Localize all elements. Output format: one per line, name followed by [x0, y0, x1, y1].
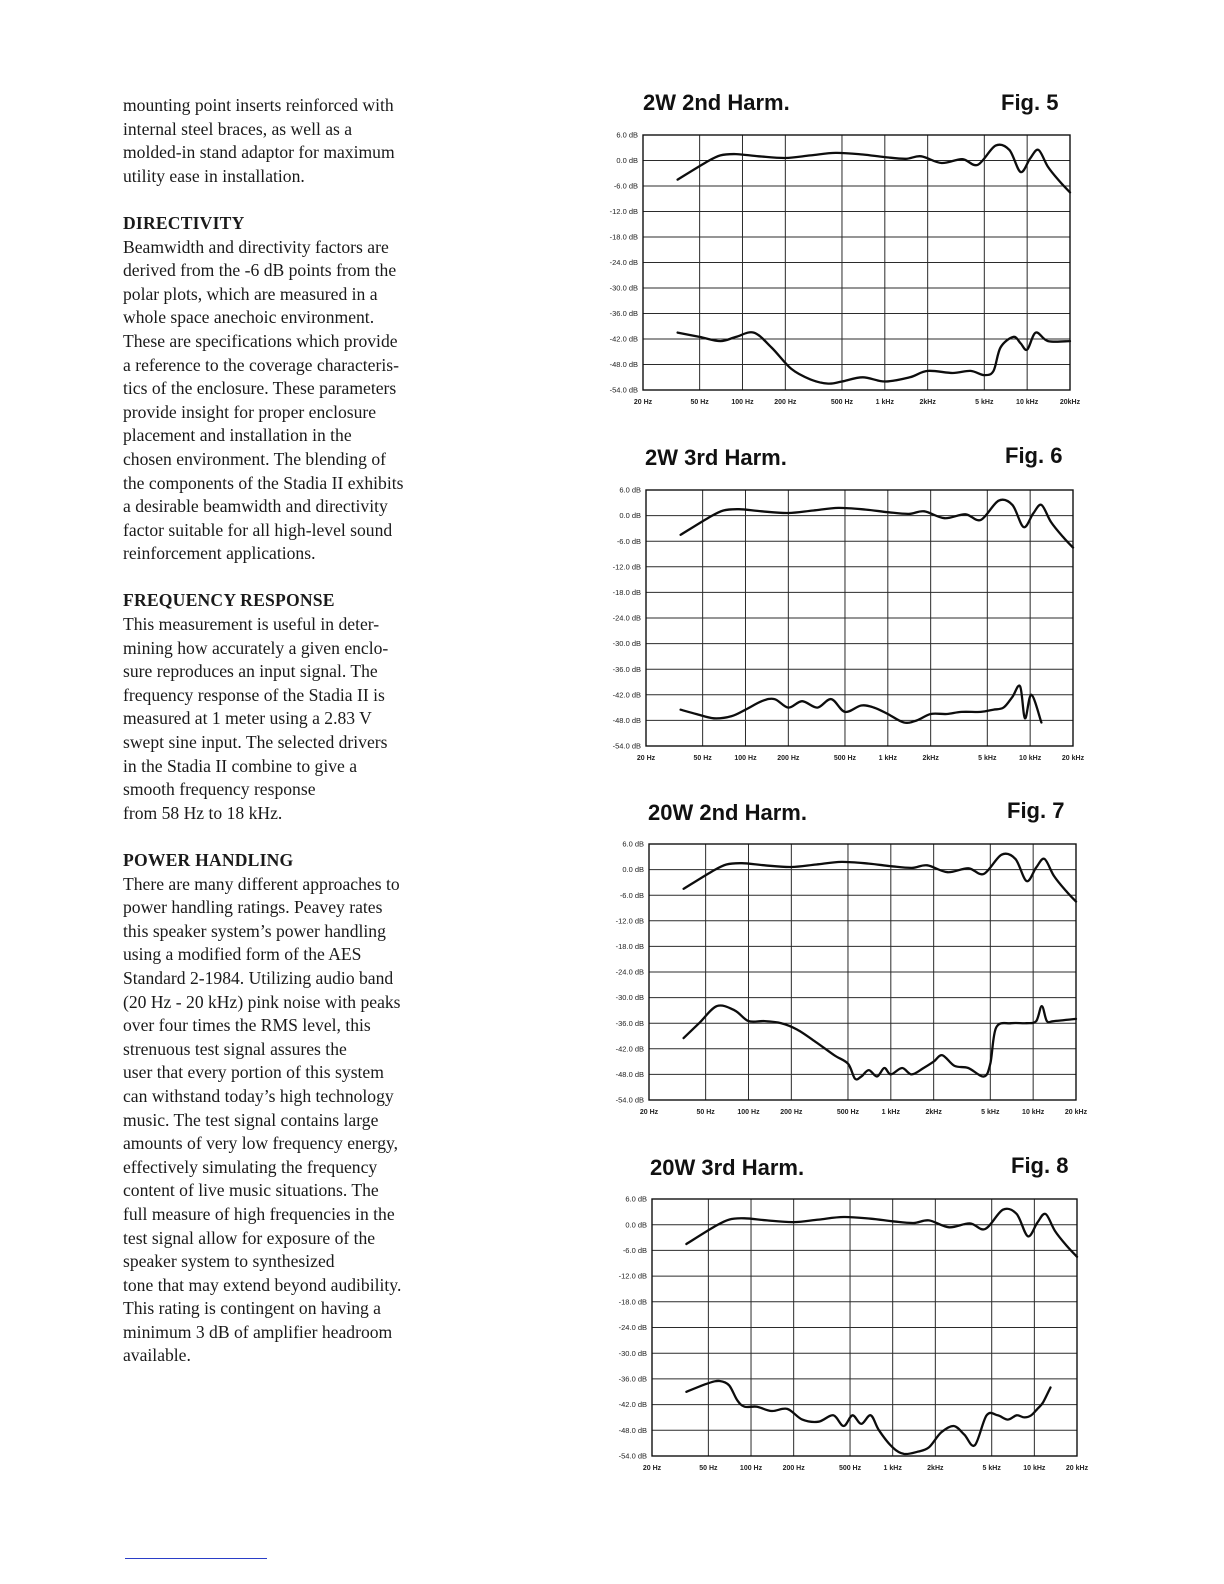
x-tick-label: 50 Hz	[696, 1109, 715, 1116]
y-tick-label: -36.0 dB	[615, 1018, 644, 1028]
y-tick-label: -36.0 dB	[612, 664, 641, 674]
figure-label: Fig. 6	[1005, 443, 1063, 468]
y-tick-label: 6.0 dB	[622, 839, 644, 849]
x-tick-label: 5 kHz	[982, 1465, 1001, 1472]
paragraph-line: can withstand today’s high technology	[123, 1085, 394, 1106]
y-tick-label: -6.0 dB	[622, 1246, 647, 1255]
harmonic-chart-fig7	[560, 830, 1105, 1130]
y-tick-label: -42.0 dB	[618, 1400, 647, 1410]
paragraph-line: chosen environment. The blending of	[123, 448, 387, 469]
y-tick-label: -12.0 dB	[609, 207, 638, 217]
section-heading: DIRECTIVITY	[123, 212, 245, 233]
harmonic-curve	[684, 1006, 1076, 1080]
y-tick-label: -24.0 dB	[612, 613, 641, 623]
paragraph-line: using a modified form of the AES	[123, 944, 362, 965]
x-tick-label: 20 kHz	[1065, 1465, 1089, 1472]
y-tick-label: -36.0 dB	[609, 309, 638, 319]
paragraph-line: mining how accurately a given enclo-	[123, 637, 389, 658]
y-tick-label: -48.0 dB	[618, 1425, 647, 1435]
x-tick-label: 100 Hz	[739, 1465, 763, 1472]
paragraph-line: provide insight for proper enclosure	[123, 401, 377, 422]
x-tick-label: 1 kHz	[881, 1109, 900, 1116]
paragraph-line: This rating is contingent on having a	[123, 1298, 381, 1319]
paragraph-line: factor suitable for all high-level sound	[123, 519, 393, 540]
y-tick-label: 0.0 dB	[625, 1220, 647, 1230]
x-tick-label: 20 Hz	[636, 755, 656, 762]
paragraph-line: the components of the Stadia II exhibits	[123, 472, 404, 493]
harmonic-chart-fig6	[560, 475, 1105, 775]
footer-rule	[125, 1558, 267, 1559]
x-tick-label: 500 Hz	[833, 755, 857, 762]
x-tick-label: 100 Hz	[731, 399, 754, 406]
x-tick-label: 1 kHz	[878, 755, 897, 762]
x-tick-label: 5 kHz	[978, 755, 997, 762]
figure-label: Fig. 7	[1007, 798, 1065, 823]
x-tick-label: 2kHz	[919, 399, 936, 406]
intro-line: utility ease in installation.	[123, 165, 305, 186]
paragraph-line: swept sine input. The selected drivers	[123, 732, 388, 753]
y-tick-label: -42.0 dB	[612, 690, 641, 700]
x-tick-label: 20kHz	[1059, 399, 1081, 406]
x-tick-label: 50 Hz	[690, 399, 709, 406]
paragraph-line: test signal allow for exposure of the	[123, 1227, 376, 1248]
y-tick-label: 6.0 dB	[619, 485, 641, 495]
section-power-handling	[123, 849, 443, 1368]
y-tick-label: -18.0 dB	[609, 232, 638, 242]
y-tick-label: 6.0 dB	[616, 130, 638, 140]
x-tick-label: 20 Hz	[639, 1109, 659, 1116]
paragraph-line: amounts of very low frequency energy,	[123, 1133, 399, 1154]
harmonic-chart-fig5	[560, 120, 1100, 420]
paragraph-line: over four times the RMS level, this	[123, 1015, 371, 1036]
x-tick-label: 200 Hz	[782, 1465, 805, 1472]
x-tick-label: 2kHz	[927, 1465, 944, 1472]
x-tick-label: 20 Hz	[642, 1465, 662, 1472]
section-heading: FREQUENCY RESPONSE	[123, 590, 335, 611]
paragraph-line: from 58 Hz to 18 kHz.	[123, 802, 283, 823]
paragraph-line: minimum 3 dB of amplifier headroom	[123, 1321, 393, 1342]
paragraph-line: this speaker system’s power handling	[123, 920, 386, 941]
figure-label: Fig. 8	[1011, 1153, 1069, 1178]
x-tick-label: 10 kHz	[1022, 1109, 1045, 1116]
fundamental-curve	[681, 500, 1073, 548]
x-tick-label: 2kHz	[922, 755, 939, 762]
x-tick-label: 2kHz	[925, 1109, 942, 1116]
y-tick-label: 0.0 dB	[616, 156, 638, 166]
paragraph-line: available.	[123, 1345, 191, 1366]
y-tick-label: -30.0 dB	[618, 1348, 647, 1358]
x-tick-label: 200 Hz	[780, 1109, 803, 1116]
paragraph-line: This measurement is useful in deter-	[123, 614, 380, 635]
y-tick-label: -54.0 dB	[618, 1451, 647, 1461]
harmonic-curve	[678, 332, 1070, 383]
x-tick-label: 500 Hz	[838, 1465, 862, 1472]
harmonic-curve	[686, 1381, 1050, 1454]
x-tick-label: 10 kHz	[1023, 1465, 1046, 1472]
chart-title: 20W 2nd Harm.	[648, 800, 807, 825]
paragraph-line: There are many different approaches to	[123, 873, 400, 894]
y-tick-label: -36.0 dB	[618, 1374, 647, 1384]
x-tick-label: 20 kHz	[1061, 755, 1085, 762]
y-tick-label: -48.0 dB	[609, 360, 638, 370]
chart-title: 2W 2nd Harm.	[643, 90, 790, 115]
y-tick-label: -24.0 dB	[618, 1323, 647, 1333]
paragraph-line: whole space anechoic environment.	[123, 307, 375, 328]
y-tick-label: -6.0 dB	[619, 890, 644, 900]
y-tick-label: -30.0 dB	[615, 993, 644, 1003]
paragraph-line: strenuous test signal assures the	[123, 1038, 347, 1059]
y-tick-label: -54.0 dB	[615, 1095, 644, 1105]
y-tick-label: -18.0 dB	[612, 588, 641, 597]
y-tick-label: -6.0 dB	[613, 181, 638, 191]
x-tick-label: 5 kHz	[981, 1109, 1000, 1116]
paragraph-line: polar plots, which are measured in a	[123, 283, 378, 304]
paragraph-line: a desirable beamwidth and directivity	[123, 496, 388, 517]
x-tick-label: 500 Hz	[836, 1109, 860, 1116]
paragraph-line: sure reproduces an input signal. The	[123, 661, 378, 682]
fundamental-curve	[678, 145, 1070, 193]
paragraph-line: (20 Hz - 20 kHz) pink noise with peaks	[123, 991, 401, 1012]
paragraph-line: user that every portion of this system	[123, 1062, 384, 1083]
x-tick-label: 100 Hz	[737, 1109, 760, 1116]
intro-paragraph	[123, 94, 443, 188]
paragraph-line: effectively simulating the frequency	[123, 1156, 378, 1177]
y-tick-label: -18.0 dB	[618, 1297, 647, 1307]
x-tick-label: 20 kHz	[1064, 1109, 1088, 1116]
y-tick-label: -54.0 dB	[612, 741, 641, 751]
paragraph-line: content of live music situations. The	[123, 1180, 379, 1201]
section-frequency-response	[123, 589, 443, 825]
intro-line: internal steel braces, as well as a	[123, 118, 353, 139]
paragraph-line: tone that may extend beyond audibility.	[123, 1274, 402, 1295]
y-tick-label: 6.0 dB	[625, 1194, 647, 1204]
paragraph-line: measured at 1 meter using a 2.83 V	[123, 708, 372, 729]
fundamental-curve	[686, 1209, 1077, 1257]
paragraph-line: tics of the enclosure. These parameters	[123, 378, 397, 399]
paragraph-line: speaker system to synthesized	[123, 1251, 335, 1272]
figure-label: Fig. 5	[1001, 90, 1059, 115]
paragraph-line: frequency response of the Stadia II is	[123, 684, 385, 705]
intro-line: molded-in stand adaptor for maximum	[123, 142, 395, 163]
y-tick-label: -18.0 dB	[615, 942, 644, 951]
paragraph-line: These are specifications which provide	[123, 330, 398, 351]
paragraph-line: a reference to the coverage characteris-	[123, 354, 399, 375]
x-tick-label: 1 kHz	[875, 399, 894, 406]
y-tick-label: -30.0 dB	[612, 639, 641, 649]
paragraph-line: Standard 2-1984. Utilizing audio band	[123, 967, 394, 988]
x-tick-label: 20 Hz	[633, 399, 653, 406]
y-tick-label: -42.0 dB	[609, 334, 638, 344]
chart-title: 20W 3rd Harm.	[650, 1155, 805, 1180]
body-text-column	[123, 94, 443, 1368]
x-tick-label: 10 kHz	[1016, 399, 1039, 406]
y-tick-label: -12.0 dB	[612, 562, 641, 572]
intro-line: mounting point inserts reinforced with	[123, 95, 394, 115]
x-tick-label: 1 kHz	[883, 1465, 902, 1472]
y-tick-label: -48.0 dB	[615, 1070, 644, 1079]
x-tick-label: 5 kHz	[975, 399, 994, 406]
paragraph-line: Beamwidth and directivity factors are	[123, 236, 389, 257]
y-tick-label: -24.0 dB	[615, 967, 644, 977]
chart-title: 2W 3rd Harm.	[645, 445, 787, 470]
section-heading: POWER HANDLING	[123, 850, 294, 870]
section-directivity	[123, 212, 443, 566]
harmonic-chart-fig8	[560, 1185, 1105, 1485]
x-tick-label: 500 Hz	[830, 399, 854, 406]
y-tick-label: -12.0 dB	[615, 916, 644, 926]
paragraph-line: full measure of high frequencies in the	[123, 1203, 395, 1224]
paragraph-line: in the Stadia II combine to give a	[123, 755, 358, 776]
paragraph-line: reinforcement applications.	[123, 543, 316, 564]
paragraph-line: smooth frequency response	[123, 779, 316, 800]
x-tick-label: 10 kHz	[1019, 755, 1042, 762]
y-tick-label: 0.0 dB	[619, 511, 641, 521]
x-tick-label: 200 Hz	[777, 755, 800, 762]
y-tick-label: -12.0 dB	[618, 1271, 647, 1281]
paragraph-line: placement and installation in the	[123, 425, 352, 446]
x-tick-label: 200 Hz	[774, 399, 797, 406]
y-tick-label: -30.0 dB	[609, 283, 638, 293]
x-tick-label: 100 Hz	[734, 755, 757, 762]
x-tick-label: 50 Hz	[699, 1465, 718, 1472]
x-tick-label: 50 Hz	[693, 755, 712, 762]
y-tick-label: -48.0 dB	[612, 716, 641, 725]
y-tick-label: 0.0 dB	[622, 865, 644, 875]
y-tick-label: -54.0 dB	[609, 385, 638, 395]
paragraph-line: power handling ratings. Peavey rates	[123, 897, 383, 918]
paragraph-line: music. The test signal contains large	[123, 1109, 379, 1130]
y-tick-label: -24.0 dB	[609, 258, 638, 268]
fundamental-curve	[684, 854, 1076, 902]
y-tick-label: -42.0 dB	[615, 1044, 644, 1054]
paragraph-line: derived from the -6 dB points from the	[123, 260, 397, 281]
y-tick-label: -6.0 dB	[616, 536, 641, 546]
